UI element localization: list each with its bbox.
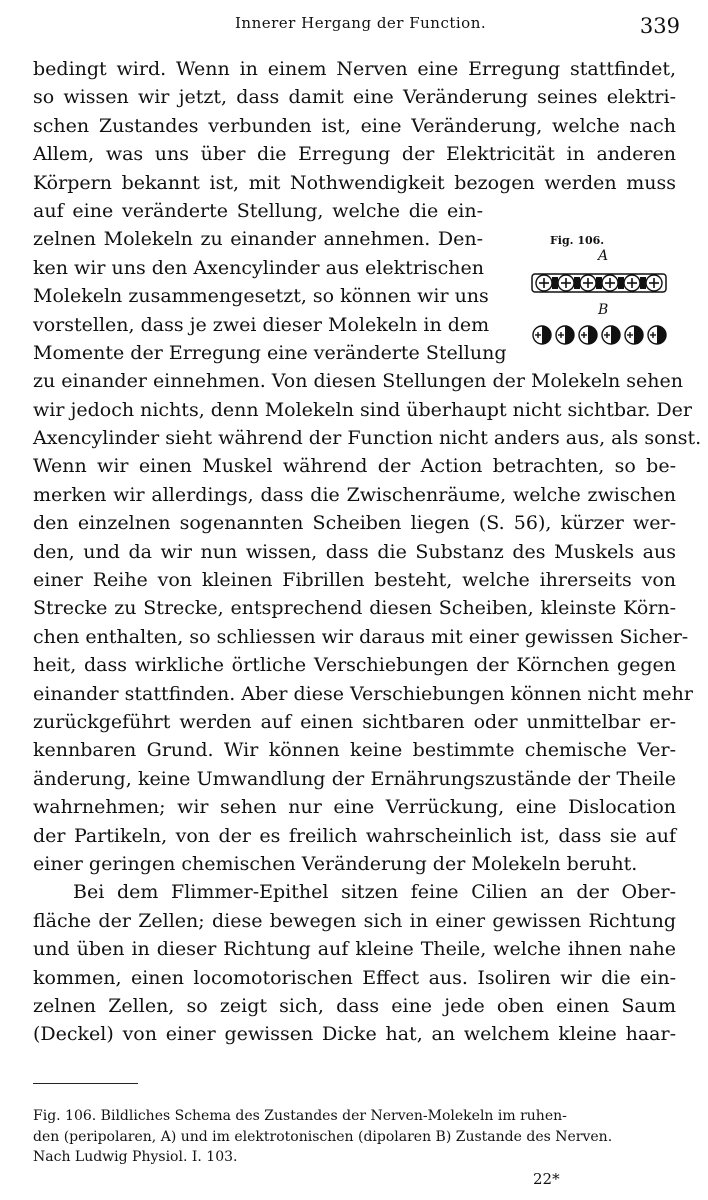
body-text <box>33 55 702 1049</box>
text-line: Wenn wir einen Muskel während der Action betrachten, so be- <box>33 455 676 478</box>
text-line: ken wir uns den Axencylinder aus elektrischen <box>33 256 484 279</box>
text-line: Molekeln zusammengesetzt, so können wir uns <box>33 285 489 308</box>
text-line: (Deckel) von einer gewissen Dicke hat, an welchem kleine haar- <box>33 1023 676 1046</box>
text-line: Allem, was uns über die Erregung der Elektricität in anderen <box>33 143 676 166</box>
text-line: zurückgeführt werden auf einen sichtbaren oder unmittelbar er- <box>33 710 676 733</box>
text-line: kommen, einen locomotorischen Effect aus. Isoliren wir die ein- <box>33 966 676 989</box>
text-line: chen enthalten, so schliessen wir daraus mit einer gewissen Sicher- <box>33 625 689 648</box>
footnote-line: Fig. 106. Bildliches Schema des Zustandes der Nerven-Molekeln im ruhen- <box>33 1108 567 1124</box>
text-line: heit, dass wirkliche örtliche Verschiebungen der Körnchen gegen <box>33 654 676 677</box>
text-line: änderung, keine Umwandlung der Ernährungszustände der Theile <box>33 767 676 790</box>
footnote <box>33 1106 673 1168</box>
footnote-line: Nach Ludwig Physiol. I. 103. <box>33 1149 238 1165</box>
text-line: einer Reihe von kleinen Fibrillen besteht, welche ihrerseits von <box>33 569 676 592</box>
text-line: wahrnehmen; wir sehen nur eine Verrückung, eine Dislocation <box>33 796 676 819</box>
figure-panel-a-label: A <box>598 248 609 264</box>
text-line: zelnen Molekeln zu einander annehmen. Den- <box>33 228 483 251</box>
page-number: 339 <box>639 14 680 38</box>
text-line: den, und da wir nun wissen, dass die Substanz des Muskels aus <box>33 540 676 563</box>
text-line: schen Zustandes verbunden ist, eine Veränderung, welche nach <box>33 114 676 137</box>
footnote-divider <box>33 1083 138 1084</box>
text-line: so wissen wir jetzt, dass damit eine Veränderung seines elektri- <box>33 86 676 109</box>
figure-panel-b-label: B <box>598 302 609 318</box>
sheet-signature: 22* <box>533 1170 560 1188</box>
text-line: Strecke zu Strecke, entsprechend diesen Scheiben, kleinste Körn- <box>33 597 676 620</box>
figure-106 <box>520 232 670 372</box>
text-line: merken wir allerdings, dass die Zwischenräume, welche zwischen <box>33 483 676 506</box>
figure-label: Fig. 106. <box>550 234 605 247</box>
footnote-line: den (peripolaren, A) und im elektrotonischen (dipolaren B) Zustande des Nerven. <box>33 1128 613 1145</box>
text-line: Momente der Erregung eine veränderte Stellung <box>33 341 507 364</box>
text-line: und üben in dieser Richtung auf kleine Theile, welche ihnen nahe <box>33 938 676 961</box>
molecule-row-dipolar <box>530 320 670 350</box>
text-line: auf eine veränderte Stellung, welche die ein- <box>33 199 483 222</box>
text-line: bedingt wird. Wenn in einem Nerven eine Erregung stattfindet, <box>33 58 676 80</box>
text-line: der Partikeln, von der es freilich wahrscheinlich ist, dass sie auf <box>33 824 676 847</box>
text-line: Bei dem Flimmer-Epithel sitzen feine Cilien an der Ober- <box>73 881 676 904</box>
text-line: Körpern bekannt ist, mit Nothwendigkeit bezogen werden muss <box>33 171 676 194</box>
text-line: einander stattfinden. Aber diese Verschiebungen können nicht mehr <box>33 682 693 705</box>
molecule-row-peripolar <box>530 268 670 298</box>
text-line: den einzelnen sogenannten Scheiben liegen (S. 56), kürzer wer- <box>33 512 676 535</box>
text-line: fläche der Zellen; diese bewegen sich in einer gewissen Richtung <box>33 909 676 932</box>
running-title: Innerer Hergang der Function. <box>235 14 487 32</box>
text-line: vorstellen, dass je zwei dieser Molekeln in dem <box>33 313 490 336</box>
text-line: Axencylinder sieht während der Function nicht anders aus, als sonst. <box>33 427 702 450</box>
text-line: zelnen Zellen, so zeigt sich, dass eine jede oben einen Saum <box>33 994 676 1017</box>
text-line: zu einander einnehmen. Von diesen Stellungen der Molekeln sehen <box>33 370 684 393</box>
text-line: einer geringen chemischen Veränderung der Molekeln beruht. <box>33 852 638 875</box>
page-header <box>0 12 708 42</box>
text-line: kennbaren Grund. Wir können keine bestimmte chemische Ver- <box>33 739 676 762</box>
text-line: wir jedoch nichts, denn Molekeln sind überhaupt nicht sichtbar. Der <box>33 398 692 421</box>
